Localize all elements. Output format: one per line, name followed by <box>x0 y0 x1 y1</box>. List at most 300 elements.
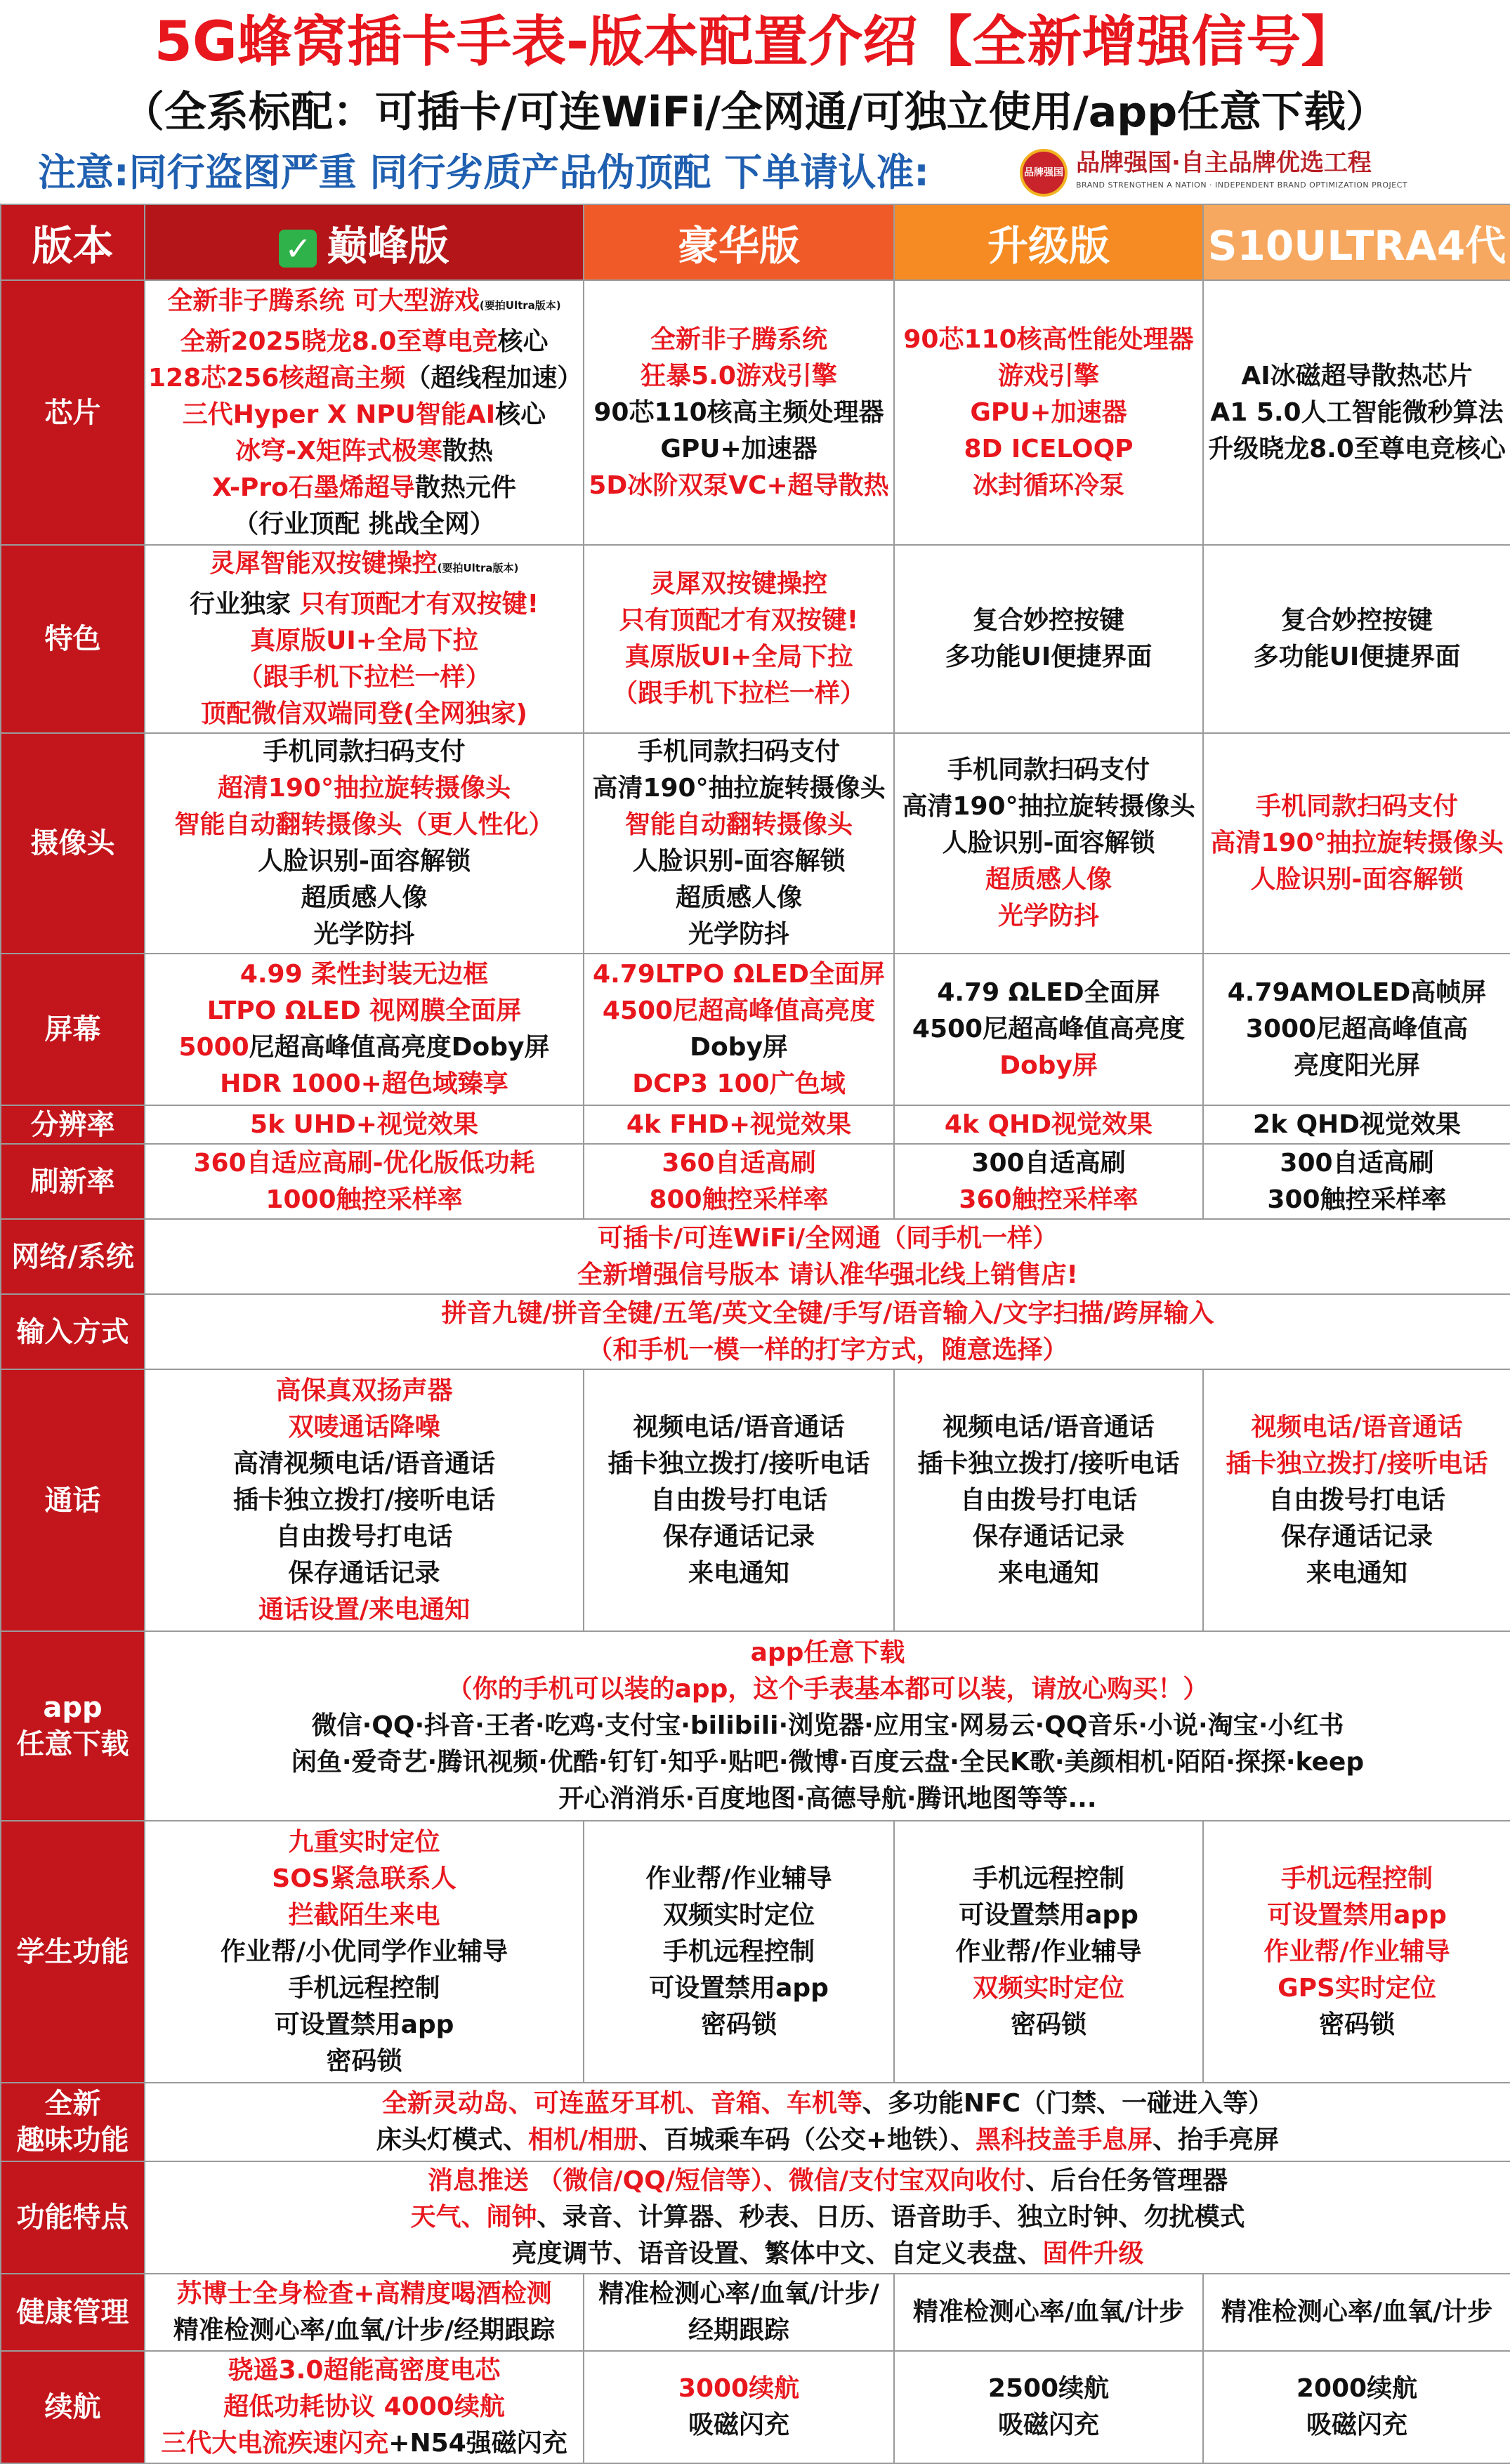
row-label-input: 输入方式 <box>1 1294 145 1369</box>
row-resolution <box>1 1105 1510 1144</box>
cell-text: 手机远程控制 <box>972 1864 1124 1893</box>
cell-line <box>1207 1446 1507 1482</box>
cell-line <box>1207 1107 1507 1143</box>
cell-feature-upgrade <box>894 545 1203 733</box>
row-label-battery: 续航 <box>1 2351 145 2463</box>
cell-text: 双频实时定位 <box>972 1973 1124 2003</box>
page-subtitle: （全系标配：可插卡/可连WiFi/全网通/可独立使用/app任意下载） <box>122 88 1388 137</box>
spec-table <box>0 204 1510 2464</box>
cell-text: 自由拨号打电话 <box>275 1522 453 1551</box>
cell-student-upgrade <box>894 1821 1203 2083</box>
cell-line <box>587 639 891 676</box>
cell-line <box>898 1182 1200 1218</box>
cell-line <box>898 1446 1200 1482</box>
cell-text: 骁遥3.0超能高密度电芯 <box>228 2356 501 2385</box>
cell-text: 全新增强信号版本 请认准华强北线上销售店! <box>577 1260 1078 1289</box>
cell-text: 光学防抖 <box>997 902 1099 930</box>
cell-line <box>148 1332 1507 1369</box>
cell-line <box>587 1555 891 1592</box>
row-call <box>1 1369 1510 1631</box>
cell-text: 开心消消乐·百度地图·高德导航·腾讯地图等等... <box>558 1784 1097 1813</box>
cell-text: 全新灵动岛、可连蓝牙耳机、音箱、车机等 <box>381 2089 862 2118</box>
cell-resolution-s10ultra <box>1203 1105 1510 1144</box>
cell-text: 可设置禁用app <box>1267 1900 1447 1930</box>
cell-line <box>1207 1519 1507 1555</box>
cell-text: （超线程加速） <box>405 363 583 393</box>
cell-text: 亮度阳光屏 <box>1293 1051 1420 1080</box>
cell-line <box>898 322 1200 358</box>
cell-text: 顶配微信双端同登(全网独家) <box>201 699 527 728</box>
cell-text: 密码锁 <box>700 2010 777 2039</box>
cell-text: 密码锁 <box>1318 2010 1395 2039</box>
cell-text: X-Pro石墨烯超导 <box>212 473 415 502</box>
row-health <box>1 2274 1510 2351</box>
cell-line <box>587 2407 891 2444</box>
cell-line <box>587 1897 891 1934</box>
cell-line <box>587 770 891 807</box>
cell-text: 拼音九键/拼音全键/五笔/英文全键/手写/语音输入/文字扫描/跨屏输入 <box>441 1298 1214 1328</box>
row-feature <box>1 545 1510 733</box>
cell-line <box>898 1970 1200 2007</box>
cell-text: 苏博士全身检查+高精度喝酒检测 <box>176 2279 552 2308</box>
cell-chip-s10ultra <box>1203 280 1510 545</box>
cell-line <box>587 916 891 953</box>
cell-line <box>587 1482 891 1519</box>
cell-text: 视频电话/语音通话 <box>633 1412 845 1442</box>
cell-line <box>148 2352 580 2389</box>
cell-line <box>148 807 580 843</box>
cell-text: 高清190°抽拉旋转摄像头 <box>592 774 886 803</box>
cell-line <box>898 1897 1200 1934</box>
cell-line <box>898 1107 1200 1143</box>
cell-line <box>1207 1409 1507 1446</box>
cell-text: （和手机一模一样的打字方式，随意选择） <box>587 1335 1068 1364</box>
brand-logo-icon: 品牌强国 <box>1020 149 1068 197</box>
cell-line <box>898 975 1200 1011</box>
cell-screen-upgrade <box>894 954 1203 1105</box>
page-header <box>0 0 1510 204</box>
cell-line <box>148 1107 580 1143</box>
cell-text: (要拍Ultra版本) <box>479 298 561 312</box>
cell-text: 360自适高刷 <box>662 1148 816 1178</box>
cell-line <box>898 2407 1200 2444</box>
cell-line <box>898 358 1200 395</box>
cell-text: 通话设置/来电通知 <box>258 1595 471 1624</box>
cell-text: （你的手机可以装的app，这个手表基本都可以装，请放心购买！） <box>447 1675 1209 1704</box>
cell-line <box>587 1934 891 1970</box>
cell-line <box>148 1671 1507 1708</box>
cell-student-deluxe <box>584 1821 894 2083</box>
col-header-deluxe: 豪华版 <box>584 204 894 280</box>
cell-chip-peak <box>145 280 584 545</box>
cell-line <box>148 2236 1507 2272</box>
cell-text: （跟手机下拉栏一样） <box>612 679 865 708</box>
cell-line <box>1207 1145 1507 1182</box>
cell-text: 高清视频电话/语音通话 <box>232 1449 496 1478</box>
cell-text: 手机远程控制 <box>288 1973 440 2003</box>
cell-text: 3000尼超高峰值高 <box>1245 1015 1469 1043</box>
cell-text: （行业顶配 挑战全网） <box>233 509 495 539</box>
cell-line <box>148 770 580 807</box>
cell-text: 2k QHD视觉效果 <box>1252 1109 1462 1139</box>
brand-subtitle: BRAND STRENGTHEN A NATION · INDEPENDENT BRAND OPTIMIZATION PROJECT <box>1076 180 1408 190</box>
cell-text: DCP3 100广色域 <box>632 1069 846 1098</box>
cell-line <box>148 1635 1507 1671</box>
brand-title: 品牌强国·自主品牌优选工程 <box>1076 149 1372 177</box>
row-fun <box>1 2083 1510 2161</box>
cell-text: Doby屏 <box>690 1033 788 1062</box>
cell-text: 密码锁 <box>1010 2010 1086 2039</box>
cell-text: 全新2025晓龙8.0至尊电竞 <box>180 327 498 356</box>
cell-line <box>587 734 891 770</box>
cell-line <box>1207 2371 1507 2407</box>
notice-text: 注意:同行盗图严重 同行劣质产品伪顶配 下单请认准: <box>38 150 929 195</box>
cell-student-s10ultra <box>1203 1821 1510 2083</box>
cell-text: 双唛通话降噪 <box>288 1412 440 1442</box>
cell-line <box>148 1257 1507 1293</box>
cell-text: 来电通知 <box>688 1558 789 1588</box>
cell-line <box>148 1897 580 1934</box>
cell-text: 4.99 柔性封装无边框 <box>239 960 489 989</box>
cell-text: 高清190°抽拉旋转摄像头 <box>902 792 1195 821</box>
cell-text: 智能自动翻转摄像头 <box>624 810 853 839</box>
cell-text: 4.79AMOLED高帧屏 <box>1227 978 1487 1007</box>
cell-text: 可设置禁用app <box>959 1900 1138 1930</box>
cell-text: 作业帮/小优同学作业辅导 <box>220 1937 508 1966</box>
cell-text: 吸磁闪充 <box>1306 2411 1407 2439</box>
cell-line <box>148 360 583 397</box>
cell-line <box>898 639 1200 676</box>
cell-line <box>1207 789 1507 825</box>
cell-text: 人脸识别-面容解锁 <box>942 829 1155 857</box>
cell-func-all <box>145 2161 1510 2274</box>
cell-text: 闲鱼·爱奇艺·腾讯视频·优酷·钉钉·知乎·贴吧·微博·百度云盘·全民K歌·美颜相机·陌陌·探探·keep <box>291 1748 1365 1777</box>
cell-line <box>898 1048 1200 1084</box>
cell-text: 密码锁 <box>326 2046 402 2076</box>
cell-text: 超低功耗协议 4000续航 <box>223 2392 505 2421</box>
col-header-peak: ✓ 巅峰版 <box>145 204 584 280</box>
cell-text: (要拍Ultra版本) <box>437 562 519 574</box>
cell-line <box>587 1519 891 1555</box>
cell-text: 超质感人像 <box>301 883 428 912</box>
cell-line <box>587 1029 891 1066</box>
row-app <box>1 1631 1510 1821</box>
cell-text: 自由拨号打电话 <box>959 1485 1137 1515</box>
cell-line <box>148 916 580 953</box>
cell-text: 精准检测心率/血氧/计步/经期跟踪 <box>173 2316 556 2345</box>
row-refresh <box>1 1144 1510 1219</box>
cell-text: GPU+加速器 <box>970 397 1127 427</box>
cell-text: 多功能UI便捷界面 <box>945 643 1153 671</box>
cell-line <box>587 1107 891 1143</box>
cell-line <box>1207 1482 1507 1519</box>
cell-text: 作业帮/作业辅导 <box>645 1864 832 1893</box>
cell-text: 冰穹-X矩阵式极寒 <box>235 436 442 466</box>
cell-line <box>898 789 1200 825</box>
cell-line <box>898 825 1200 862</box>
cell-line <box>587 322 891 358</box>
cell-line <box>148 2199 1507 2236</box>
cell-line <box>898 1145 1200 1182</box>
row-func <box>1 2161 1510 2274</box>
cell-text: 三代大电流疾速闪充 <box>161 2429 389 2458</box>
cell-line <box>587 1970 891 2007</box>
cell-text: 插卡独立拨打/接听电话 <box>232 1485 496 1515</box>
cell-line <box>898 1011 1200 1048</box>
cell-line <box>148 1861 580 1897</box>
cell-line <box>1207 2294 1507 2331</box>
cell-line <box>148 1781 1507 1817</box>
cell-line <box>148 1182 580 1218</box>
cell-resolution-peak <box>145 1105 584 1144</box>
cell-text: 拦截陌生来电 <box>288 1900 440 1930</box>
cell-line <box>1207 358 1507 395</box>
cell-text: 、抬手亮屏 <box>1153 2126 1280 2154</box>
cell-text: 黑科技盖手息屏 <box>976 2126 1153 2154</box>
cell-text: 可插卡/可连WiFi/全网通（同手机一样） <box>597 1223 1058 1253</box>
cell-text: 超质感人像 <box>675 883 802 912</box>
row-camera <box>1 733 1510 954</box>
cell-line <box>587 1446 891 1482</box>
cell-app-all <box>145 1631 1510 1821</box>
cell-line <box>587 1066 891 1102</box>
cell-line <box>148 433 580 470</box>
cell-health-peak <box>145 2274 584 2351</box>
cell-line <box>898 1934 1200 1970</box>
cell-line <box>587 358 891 395</box>
cell-battery-peak <box>145 2351 584 2463</box>
cell-text: 90芯110核高性能处理器 <box>903 324 1194 354</box>
cell-line <box>587 880 891 916</box>
cell-line <box>148 283 580 324</box>
row-label-func: 功能特点 <box>1 2161 145 2274</box>
cell-line <box>898 395 1200 431</box>
cell-line <box>148 1296 1507 1332</box>
cell-text: 经期跟踪 <box>688 2316 789 2345</box>
cell-screen-s10ultra <box>1203 954 1510 1105</box>
cell-text: 全新非子腾系统 <box>650 324 827 354</box>
cell-line <box>148 1970 580 2007</box>
cell-text: 尼超高峰值高亮度Doby屏 <box>249 1033 550 1062</box>
cell-line <box>148 1066 580 1102</box>
cell-text: 4500尼超高峰值高亮度 <box>912 1015 1186 1043</box>
cell-refresh-upgrade <box>894 1144 1203 1219</box>
cell-refresh-s10ultra <box>1203 1144 1510 1219</box>
cell-line <box>587 1861 891 1897</box>
cell-text: 2500续航 <box>987 2374 1110 2403</box>
cell-line <box>148 880 580 916</box>
cell-text: 可设置禁用app <box>649 1973 829 2003</box>
cell-chip-deluxe <box>584 280 894 545</box>
row-battery <box>1 2351 1510 2463</box>
cell-line <box>148 2122 1507 2159</box>
cell-line <box>587 566 891 602</box>
cell-line <box>148 2312 580 2349</box>
cell-call-peak <box>145 1369 584 1631</box>
cell-call-s10ultra <box>1203 1369 1510 1631</box>
cell-line <box>148 734 580 770</box>
cell-line <box>148 2276 580 2312</box>
cell-text: 升级晓龙8.0至尊电竞核心 <box>1208 434 1506 463</box>
row-label-student: 学生功能 <box>1 1821 145 2083</box>
cell-line <box>148 1592 580 1628</box>
cell-line <box>148 1220 1507 1257</box>
cell-line <box>148 1145 580 1182</box>
cell-text: 床头灯模式、 <box>376 2126 528 2154</box>
cell-text: 灵犀智能双按键操控 <box>209 549 438 578</box>
row-student <box>1 1821 1510 2083</box>
cell-text: 光学防抖 <box>313 920 415 949</box>
cell-line <box>587 468 891 504</box>
row-label-app: app 任意下载 <box>1 1631 145 1821</box>
cell-line <box>898 1519 1200 1555</box>
cell-feature-s10ultra <box>1203 545 1510 733</box>
header-row <box>1 204 1510 280</box>
row-label-call: 通话 <box>1 1369 145 1631</box>
cell-line <box>1207 1934 1507 1970</box>
cell-text: 光学防抖 <box>688 920 789 949</box>
cell-line <box>587 993 891 1029</box>
cell-text: 精准检测心率/血氧/计步 <box>912 2298 1185 2326</box>
cell-text: 消息推送 （微信/QQ/短信等）、微信/支付宝双向收付 <box>427 2166 1026 2195</box>
cell-line <box>148 1744 1507 1781</box>
cell-text: 狂暴5.0游戏引擎 <box>641 361 837 390</box>
cell-line <box>1207 639 1507 676</box>
cell-battery-upgrade <box>894 2351 1203 2463</box>
cell-line <box>148 546 580 586</box>
cell-resolution-upgrade <box>894 1105 1203 1144</box>
cell-feature-deluxe <box>584 545 894 733</box>
cell-battery-s10ultra <box>1203 2351 1510 2463</box>
cell-input-all <box>145 1294 1510 1369</box>
cell-line <box>587 2007 891 2043</box>
cell-text: 视频电话/语音通话 <box>1251 1412 1463 1442</box>
cell-text: 行业独家 <box>190 590 300 619</box>
row-screen <box>1 954 1510 1105</box>
row-network <box>1 1219 1510 1294</box>
cell-feature-peak <box>145 545 584 733</box>
cell-text: 只有顶配才有双按键! <box>619 606 859 635</box>
cell-text: 800触控采样率 <box>649 1185 829 1214</box>
cell-line <box>1207 395 1507 431</box>
cell-line <box>587 956 891 993</box>
cell-line <box>148 324 580 360</box>
cell-text: 散热 <box>442 436 493 466</box>
cell-text: 插卡独立拨打/接听电话 <box>608 1449 870 1478</box>
cell-text: 300自适高刷 <box>971 1148 1126 1178</box>
col-header-version: 版本 <box>1 204 145 280</box>
cell-line <box>1207 1970 1507 2007</box>
cell-line <box>148 696 580 732</box>
cell-text: 来电通知 <box>997 1558 1099 1588</box>
cell-call-deluxe <box>584 1369 894 1631</box>
cell-text: 核心 <box>497 327 549 356</box>
cell-text: Doby屏 <box>999 1051 1098 1080</box>
cell-text: SOS紧急联系人 <box>272 1864 457 1893</box>
cell-text: 插卡独立拨打/接听电话 <box>1226 1449 1488 1478</box>
cell-line <box>898 602 1200 639</box>
cell-text: app任意下载 <box>750 1638 905 1667</box>
cell-text: 4500尼超高峰值高亮度 <box>602 996 876 1025</box>
cell-text: 超清190°抽拉旋转摄像头 <box>217 774 511 803</box>
cell-text: 散热元件 <box>414 473 516 502</box>
cell-line <box>1207 2407 1507 2444</box>
cell-line <box>148 2086 1507 2122</box>
row-label-camera: 摄像头 <box>1 733 145 954</box>
cell-line <box>587 807 891 843</box>
cell-text: 自由拨号打电话 <box>650 1485 827 1515</box>
cell-line <box>898 862 1200 898</box>
cell-line <box>148 1482 580 1519</box>
cell-text: 高保真双扬声器 <box>275 1376 453 1405</box>
cell-text: 作业帮/作业辅导 <box>1263 1937 1450 1966</box>
cell-line <box>587 602 891 639</box>
row-label-refresh: 刷新率 <box>1 1144 145 1219</box>
cell-text: 精准检测心率/血氧/计步/ <box>598 2279 879 2308</box>
cell-line <box>1207 1555 1507 1592</box>
cell-text: 插卡独立拨打/接听电话 <box>917 1449 1180 1478</box>
cell-text: 、录音、计算器、秒表、日历、语音助手、独立时钟、勿扰模式 <box>537 2203 1245 2232</box>
cell-camera-deluxe <box>584 733 894 954</box>
cell-line <box>898 1482 1200 1519</box>
cell-text: 人脸识别-面容解锁 <box>258 847 471 876</box>
cell-line <box>148 2163 1507 2199</box>
cell-line <box>898 2007 1200 2043</box>
cell-text: 双频实时定位 <box>662 1900 815 1930</box>
cell-network-all <box>145 1219 1510 1294</box>
row-label-chip: 芯片 <box>1 280 145 545</box>
cell-line <box>148 623 580 659</box>
cell-line <box>1207 1011 1507 1048</box>
col-header-s10ultra: S10ULTRA4代 <box>1203 204 1510 280</box>
row-label-feature: 特色 <box>1 545 145 733</box>
cell-line <box>1207 1897 1507 1934</box>
row-label-network: 网络/系统 <box>1 1219 145 1294</box>
cell-line <box>898 468 1200 504</box>
cell-line <box>1207 975 1507 1011</box>
cell-text: 保存通话记录 <box>288 1558 440 1588</box>
cell-health-deluxe <box>584 2274 894 2351</box>
cell-line <box>148 1519 580 1555</box>
cell-call-upgrade <box>894 1369 1203 1631</box>
cell-line <box>148 1029 580 1066</box>
cell-camera-peak <box>145 733 584 954</box>
cell-chip-upgrade <box>894 280 1203 545</box>
check-icon: ✓ <box>279 230 317 268</box>
cell-student-peak <box>145 1821 584 2083</box>
cell-line <box>148 2425 580 2462</box>
cell-text: 4k QHD视觉效果 <box>944 1109 1153 1139</box>
cell-line <box>148 2007 580 2043</box>
cell-text: 3000续航 <box>678 2374 800 2403</box>
cell-text: 360自适应高刷-优化版低功耗 <box>193 1148 535 1178</box>
cell-text: 手机远程控制 <box>662 1937 815 1966</box>
cell-text: 真原版UI+全局下拉 <box>250 626 478 655</box>
cell-text: 智能自动翻转摄像头（更人性化） <box>174 810 554 839</box>
cell-health-s10ultra <box>1203 2274 1510 2351</box>
cell-text: 人脸识别-面容解锁 <box>632 847 846 876</box>
page-title: 5G蜂窝插卡手表-版本配置介绍【全新增强信号】 <box>154 11 1356 74</box>
cell-camera-upgrade <box>894 733 1203 954</box>
cell-camera-s10ultra <box>1203 733 1510 954</box>
cell-text: 吸磁闪充 <box>688 2411 789 2439</box>
cell-line <box>1207 602 1507 639</box>
cell-text: 手机同款扫码支付 <box>1255 792 1458 821</box>
cell-text: A1 5.0人工智能微秒算法 <box>1210 397 1504 427</box>
cell-text: 超质感人像 <box>985 865 1112 894</box>
cell-text: 高清190°抽拉旋转摄像头 <box>1210 829 1504 857</box>
cell-text: 保存通话记录 <box>972 1522 1124 1551</box>
